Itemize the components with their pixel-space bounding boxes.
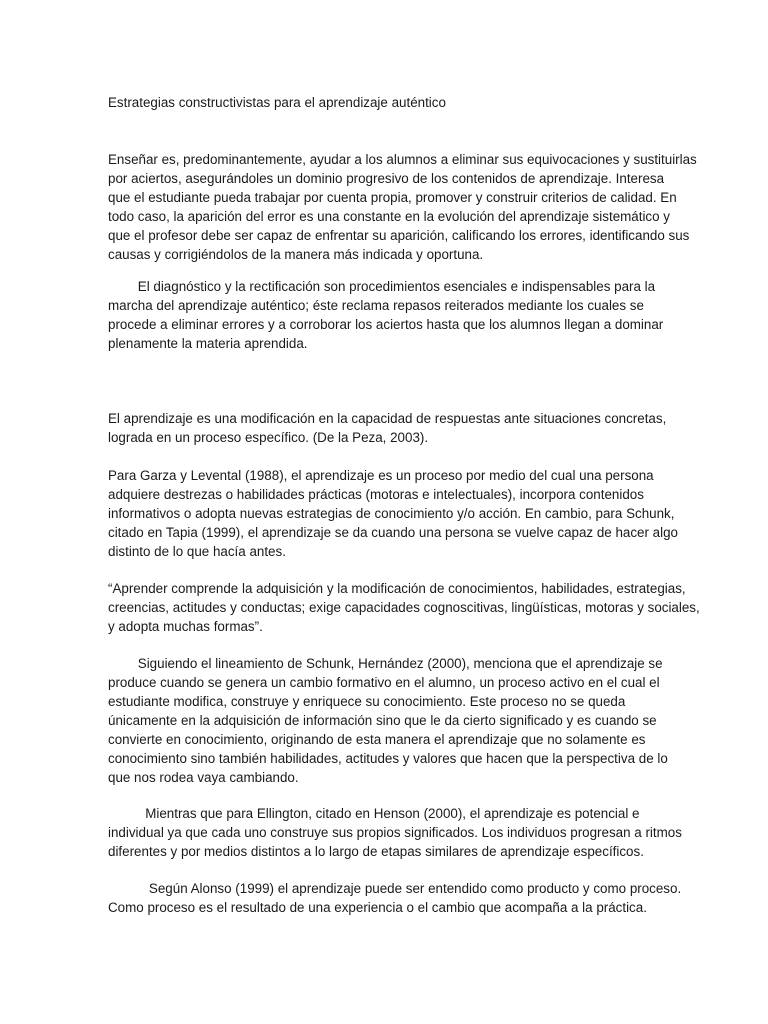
text-line: Siguiendo el lineamiento de Schunk, Hernández (2000), menciona que el aprendizaje se [108,656,663,671]
paragraph-7 [108,804,682,861]
paragraph-4 [108,466,678,561]
text-line: Para Garza y Levental (1988), el aprendizaje es un proceso por medio del cual una persona [108,468,654,483]
text-line: y adopta muchas formas”. [108,619,263,634]
text-line: produce cuando se genera un cambio formativo en el alumno, un proceso activo en el cual el [108,675,660,690]
text-line: procede a eliminar errores y a corroborar los aciertos hasta que los alumnos llegan a dominar [108,317,664,332]
text-line: que el profesor debe ser capaz de enfrentar su aparición, calificando los errores, identificando sus [108,228,690,243]
text-line: El aprendizaje es una modificación en la capacidad de respuestas ante situaciones concretas, [108,411,667,426]
text-line: por aciertos, asegurándoles un dominio progresivo de los contenidos de aprendizaje. Interesa [108,171,665,186]
paragraph-1 [108,150,697,264]
text-line: Mientras que para Ellington, citado en Henson (2000), el aprendizaje es potencial e [108,806,640,821]
text-line: conocimiento sino también habilidades, actitudes y valores que hacen que la perspectiva de lo [108,751,668,766]
paragraph-2 [108,277,668,353]
text-line: Enseñar es, predominantemente, ayudar a los alumnos a eliminar sus equivocaciones y sustituirlas [108,152,697,167]
text-line: adquiere destrezas o habilidades prácticas (motoras e intelectuales), incorpora contenidos [108,487,644,502]
text-line: todo caso, la aparición del error es una constante en la evolución del aprendizaje sistemático y [108,209,670,224]
text-line: “Aprender comprende la adquisición y la modificación de conocimientos, habilidades, estrategias, [108,581,686,596]
text-line: Según Alonso (1999) el aprendizaje puede ser entendido como producto y como proceso. [108,881,682,896]
text-line: informativos o adopta nuevas estrategias de conocimiento y/o acción. En cambio, para Schunk, [108,506,675,521]
text-line: marcha del aprendizaje auténtico; éste reclama repasos reiterados mediante los cuales se [108,298,644,313]
paragraph-6 [108,654,668,787]
text-line: causas y corrigiéndolos de la manera más indicada y oportuna. [108,247,484,262]
text-line: creencias, actitudes y conductas; exige capacidades cognoscitivas, lingüísticas, motoras y sociales, [108,600,700,615]
text-line: individual ya que cada uno construye sus propios significados. Los individuos progresan a ritmos [108,825,682,840]
text-line: diferentes y por medios distintos a lo largo de etapas similares de aprendizaje específicos. [108,844,644,859]
document-title: Estrategias constructivistas para el aprendizaje auténtico [108,95,446,110]
text-line: plenamente la materia aprendida. [108,336,308,351]
text-line: que nos rodea vaya cambiando. [108,770,299,785]
text-line: Como proceso es el resultado de una experiencia o el cambio que acompaña a la práctica. [108,900,647,915]
paragraph-3 [108,409,668,447]
text-line: El diagnóstico y la rectificación son procedimientos esenciales e indispensables para la [108,279,656,294]
text-line: lograda en un proceso específico. (De la Peza, 2003). [108,430,429,445]
text-line: estudiante modifica, construye y enriquece su conocimiento. Este proceso no se queda [108,694,626,709]
text-line: distinto de lo que hacía antes. [108,544,286,559]
text-line: convierte en conocimiento, originando de esta manera el aprendizaje que no solamente es [108,732,646,747]
paragraph-8 [108,879,682,917]
paragraph-5 [108,579,700,636]
text-line: citado en Tapia (1999), el aprendizaje se da cuando una persona se vuelve capaz de hacer algo [108,525,678,540]
text-line: que el estudiante pueda trabajar por cuenta propia, promover y construir criterios de calidad. En [108,190,677,205]
text-line: únicamente en la adquisición de información sino que le da cierto significado y es cuando se [108,713,657,728]
